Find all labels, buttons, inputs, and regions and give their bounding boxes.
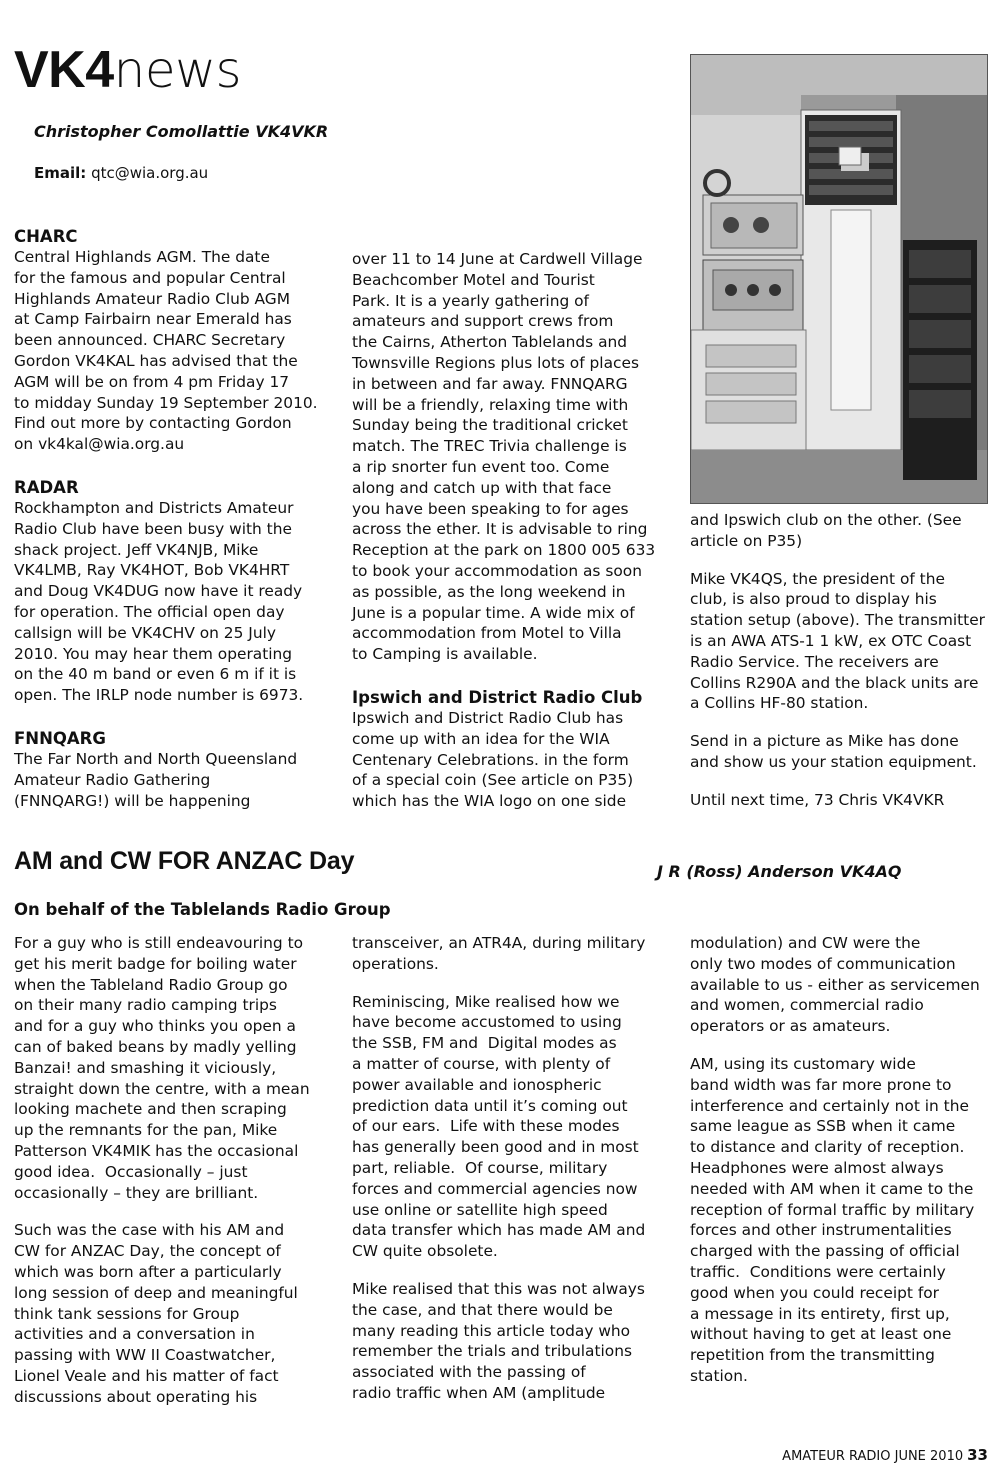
text-line: activities and a conversation in [14, 1325, 255, 1344]
email-label: Email: [34, 164, 87, 182]
text-line: Send in a picture as Mike has done [690, 732, 959, 751]
text-line: Highlands Amateur Radio Club AGM [14, 289, 290, 308]
news-column-3 [690, 510, 990, 811]
station-photo [690, 54, 988, 504]
text-line: operators or as amateurs. [690, 1017, 891, 1036]
text-line: prediction data until it’s coming out [352, 1096, 628, 1115]
text-line: Headphones were almost always [690, 1158, 944, 1177]
paragraph-am-bandwidth [690, 1054, 990, 1387]
text-line: long session of deep and meaningful [14, 1283, 298, 1302]
text-line: only two modes of communication [690, 954, 956, 973]
text-line: you have been speaking to for ages [352, 499, 629, 518]
text-line: Radio Club have been busy with the [14, 519, 292, 538]
article-column-3 [690, 933, 990, 1387]
heading-charc: CHARC [14, 227, 78, 246]
text-line: forces and other instrumentalities [690, 1221, 952, 1240]
news-column-1 [14, 226, 339, 811]
email-value: qtc@wia.org.au [91, 164, 209, 182]
text-line: get his merit badge for boiling water [14, 954, 297, 973]
text-line: the SSB, FM and Digital modes as [352, 1034, 617, 1053]
paragraph-radar [14, 498, 339, 706]
text-line: Lionel Veale and his matter of fact [14, 1366, 279, 1385]
masthead-vk4: VK4 [14, 41, 114, 99]
byline: Christopher Comollattie VK4VKR [34, 122, 329, 141]
text-line: to book your accommodation as soon [352, 561, 642, 580]
text-line: CW quite obsolete. [352, 1242, 498, 1261]
page-footer [782, 1446, 988, 1464]
text-line: a message in its entirety, first up, [690, 1304, 950, 1323]
text-line: and women, commercial radio [690, 996, 924, 1015]
text-line: the Cairns, Atherton Tablelands and [352, 333, 628, 352]
article-column-1 [14, 933, 339, 1408]
text-line: AGM will be on from 4 pm Friday 17 [14, 372, 290, 391]
text-line: station. [690, 1366, 748, 1385]
text-line: have become accustomed to using [352, 1013, 622, 1032]
paragraph-transceiver [352, 933, 677, 975]
text-line: repetition from the transmitting [690, 1346, 935, 1365]
text-line: across the ether. It is advisable to ring [352, 520, 648, 539]
text-line: June is a popular time. A wide mix of [352, 603, 635, 622]
text-line: of our ears. Life with these modes [352, 1117, 620, 1136]
text-line: Sunday being the traditional cricket [352, 416, 628, 435]
text-line: match. The TREC Trivia challenge is [352, 437, 627, 456]
text-line: which has the WIA logo on one side [352, 792, 627, 811]
text-line: VK4LMB, Ray VK4HOT, Bob VK4HRT [14, 561, 290, 580]
paragraph-mike-station [690, 569, 990, 715]
text-line: straight down the centre, with a mean [14, 1079, 310, 1098]
text-line: AM, using its customary wide [690, 1054, 916, 1073]
text-line: discussions about operating his [14, 1387, 258, 1406]
text-line: and show us your station equipment. [690, 752, 977, 771]
paragraph-intro [14, 933, 339, 1203]
text-line: to midday Sunday 19 September 2010. [14, 393, 318, 412]
text-line: traffic. Conditions were certainly [690, 1262, 946, 1281]
text-line: of a special coin (See article on P35) [352, 771, 634, 790]
text-line: Mike VK4QS, the president of the [690, 569, 945, 588]
text-line: is an AWA ATS-1 1 kW, ex OTC Coast [690, 631, 972, 650]
text-line: Find out more by contacting Gordon [14, 414, 292, 433]
text-line: a rip snorter fun event too. Come [352, 457, 610, 476]
text-line: reception of formal traffic by military [690, 1200, 975, 1219]
text-line: many reading this article today who [352, 1321, 631, 1340]
text-line: shack project. Jeff VK4NJB, Mike [14, 540, 259, 559]
text-line: been announced. CHARC Secretary [14, 331, 286, 350]
paragraph-reminiscing [352, 992, 677, 1262]
text-line: charged with the passing of official [690, 1242, 960, 1261]
text-line: Ipswich and District Radio Club has [352, 708, 624, 727]
text-line: along and catch up with that face [352, 478, 612, 497]
text-line: Beachcomber Motel and Tourist [352, 270, 595, 289]
page-number: 33 [967, 1446, 988, 1464]
text-line: a Collins HF-80 station. [690, 694, 869, 713]
paragraph-concept [14, 1220, 339, 1407]
paragraph-ipswich [352, 708, 677, 812]
text-line: For a guy who is still endeavouring to [14, 934, 304, 952]
text-line: modulation) and CW were the [690, 934, 921, 952]
text-line: station setup (above). The transmitter [690, 611, 985, 630]
text-line: available to us - either as servicemen [690, 975, 980, 994]
text-line: on the 40 m band or even 6 m if it is [14, 665, 297, 684]
text-line: can of baked beans by madly yelling [14, 1037, 297, 1056]
text-line: Mike realised that this was not always [352, 1279, 645, 1298]
text-line: same league as SSB when it came [690, 1117, 956, 1136]
paragraph-fnnqarg-continued [352, 249, 677, 665]
text-line: radio traffic when AM (amplitude [352, 1383, 606, 1402]
text-line: at Camp Fairbairn near Emerald has [14, 310, 292, 329]
text-line: Patterson VK4MIK has the occasional [14, 1141, 299, 1160]
article-subtitle: On behalf of the Tablelands Radio Group [14, 900, 391, 919]
text-line: and for a guy who thinks you open a [14, 1017, 296, 1036]
heading-ipswich: Ipswich and District Radio Club [352, 687, 643, 707]
text-line: Amateur Radio Gathering [14, 770, 211, 789]
text-line: Reception at the park on 1800 005 633 [352, 541, 656, 560]
text-line: in between and far away. FNNQARG [352, 374, 628, 393]
text-line: needed with AM when it came to the [690, 1179, 974, 1198]
text-line: will be a friendly, relaxing time with [352, 395, 629, 414]
text-line: which was born after a particularly [14, 1262, 282, 1281]
text-line: for operation. The official open day [14, 602, 285, 621]
text-line: and Ipswich club on the other. (See [690, 511, 962, 529]
text-line: Centenary Celebrations. in the form [352, 750, 629, 769]
text-line: 2010. You may hear them operating [14, 644, 293, 663]
masthead-news: news [113, 41, 242, 99]
text-line: Gordon VK4KAL has advised that the [14, 351, 298, 370]
text-line: has generally been good and in most [352, 1138, 639, 1157]
text-line: accommodation from Motel to Villa [352, 624, 622, 643]
text-line: Banzai! and smashing it viciously, [14, 1058, 277, 1077]
paragraph-modulation [690, 933, 990, 1037]
text-line: article on P35) [690, 531, 803, 550]
news-column-2 [352, 249, 677, 812]
article-author: J R (Ross) Anderson VK4AQ [657, 862, 902, 881]
text-line: good idea. Occasionally – just [14, 1162, 248, 1181]
text-line: (FNNQARG!) will be happening [14, 791, 251, 810]
footer-magazine: AMATEUR RADIO JUNE 2010 [782, 1449, 964, 1464]
signoff: Until next time, 73 Chris VK4VKR [690, 790, 945, 809]
station-photo-illustration [691, 55, 987, 503]
text-line: Rockhampton and Districts Amateur [14, 498, 294, 517]
text-line: forces and commercial agencies now [352, 1179, 638, 1198]
paragraph-fnnqarg [14, 749, 339, 811]
text-line: data transfer which has made AM and [352, 1221, 646, 1240]
text-line: without having to get at least one [690, 1325, 952, 1344]
text-line: CW for ANZAC Day, the concept of [14, 1242, 281, 1261]
text-line: passing with WW II Coastwatcher, [14, 1346, 276, 1365]
text-line: for the famous and popular Central [14, 268, 286, 287]
text-line: a matter of course, with plenty of [352, 1054, 611, 1073]
text-line: on their many radio camping trips [14, 996, 277, 1015]
text-line: associated with the passing of [352, 1363, 586, 1382]
text-line: Such was the case with his AM and [14, 1221, 285, 1240]
text-line: and Doug VK4DUG now have it ready [14, 582, 303, 601]
text-line: operations. [352, 954, 439, 973]
paragraph-send-picture [690, 731, 990, 773]
text-line: on vk4kal@wia.org.au [14, 435, 185, 454]
text-line: transceiver, an ATR4A, during military [352, 934, 646, 952]
text-line: Park. It is a yearly gathering of [352, 291, 589, 310]
text-line: to Camping is available. [352, 645, 538, 664]
paragraph-charc [14, 247, 339, 455]
heading-radar: RADAR [14, 477, 79, 497]
text-line: Collins R290A and the black units are [690, 673, 979, 692]
masthead [14, 40, 241, 100]
text-line: Reminiscing, Mike realised how we [352, 992, 620, 1011]
text-line: to distance and clarity of reception. [690, 1138, 965, 1157]
text-line: part, reliable. Of course, military [352, 1158, 608, 1177]
text-line: Radio Service. The receivers are [690, 652, 939, 671]
text-line: The Far North and North Queensland [14, 749, 298, 768]
text-line: the case, and that there would be [352, 1300, 613, 1319]
text-line: Townsville Regions plus lots of places [352, 353, 639, 372]
text-line: Central Highlands AGM. The date [14, 248, 270, 266]
text-line: callsign will be VK4CHV on 25 July [14, 623, 276, 642]
article-title: AM and CW FOR ANZAC Day [14, 847, 355, 875]
heading-fnnqarg: FNNQARG [14, 728, 106, 748]
text-line: amateurs and support crews from [352, 312, 614, 331]
text-line: band width was far more prone to [690, 1075, 952, 1094]
text-line: use online or satellite high speed [352, 1200, 608, 1219]
text-line: remember the trials and tribulations [352, 1342, 632, 1361]
article-column-2 [352, 933, 677, 1404]
text-line: club, is also proud to display his [690, 590, 937, 609]
paragraph-ipswich-continued [690, 510, 990, 552]
text-line: good when you could receipt for [690, 1283, 939, 1302]
text-line: as possible, as the long weekend in [352, 582, 626, 601]
paragraph-realised [352, 1279, 677, 1404]
text-line: power available and ionospheric [352, 1075, 602, 1094]
text-line: over 11 to 14 June at Cardwell Village [352, 250, 643, 268]
text-line: occasionally – they are brilliant. [14, 1183, 259, 1202]
email-line [34, 164, 208, 182]
text-line: come up with an idea for the WIA [352, 729, 610, 748]
text-line: up the remnants for the pan, Mike [14, 1121, 278, 1140]
text-line: open. The IRLP node number is 6973. [14, 686, 304, 705]
text-line: when the Tableland Radio Group go [14, 975, 288, 994]
text-line: think tank sessions for Group [14, 1304, 240, 1323]
text-line: looking machete and then scraping [14, 1100, 287, 1119]
text-line: interference and certainly not in the [690, 1096, 969, 1115]
